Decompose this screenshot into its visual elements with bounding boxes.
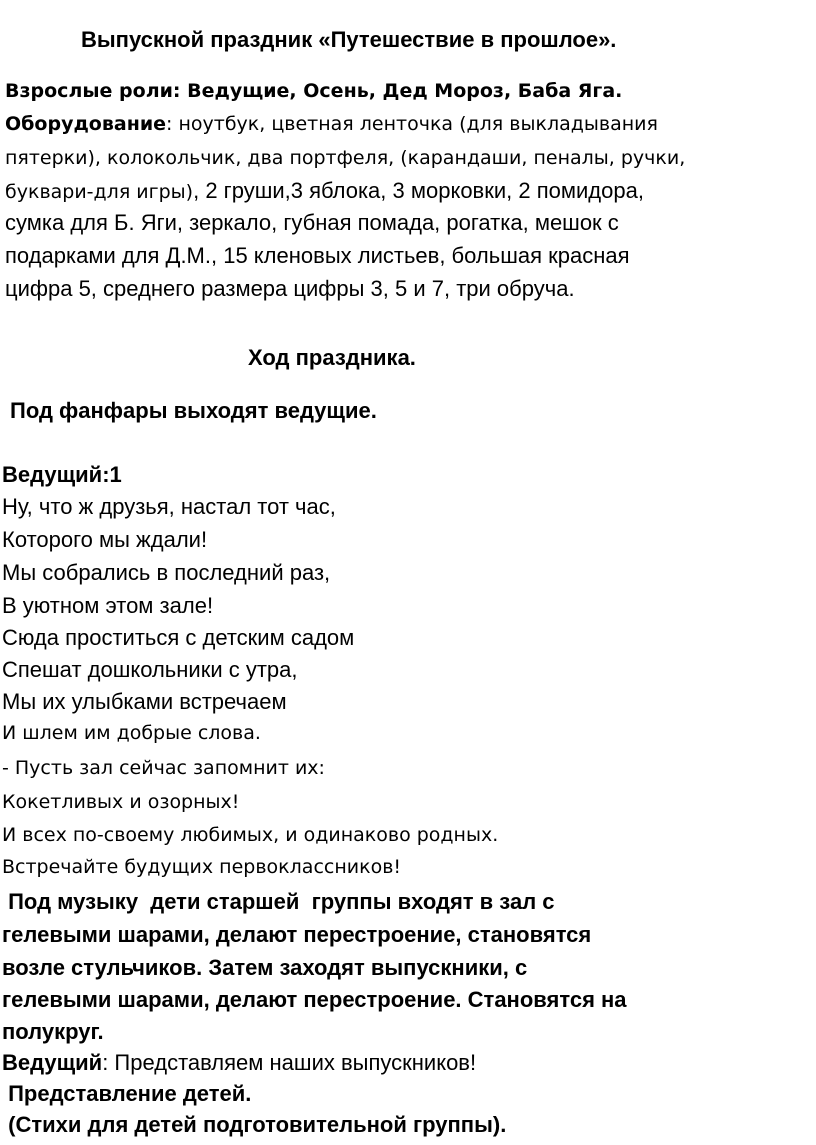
stage-direction-2: полукруг.: [2, 1019, 104, 1044]
poem-line-2: Кокетливых и озорных!: [2, 791, 240, 813]
stage-direction-2: возле стульчиков. Затем заходят выпускники, с: [2, 955, 528, 980]
equipment-line-6: цифра 5, среднего размера цифры 3, 5 и 7, три обруча.: [5, 276, 575, 301]
equipment-label: Оборудование: [5, 113, 167, 135]
equipment-line-2: пятерки), колокольчик, два портфеля, (карандаши, пеналы, ручки,: [5, 147, 686, 169]
equipment-line-1: [5, 113, 658, 135]
poem-line: В уютном этом зале!: [2, 593, 214, 618]
poem-line-2: Встречайте будущих первоклассников!: [2, 856, 402, 878]
speaker-2-line: [2, 1050, 476, 1076]
equipment-text-3b: , 2 груши,3 яблока, 3 морковки, 2 помидора,: [193, 178, 644, 203]
stage-direction-2: гелевыми шарами, делают перестроение. Становятся на: [2, 987, 627, 1012]
stage-direction-2: гелевыми шарами, делают перестроение, становятся: [2, 922, 592, 947]
equipment-text-3a: буквари-для игры): [5, 181, 194, 203]
poem-line-2: - Пусть зал сейчас запомнит их:: [2, 757, 325, 779]
equipment-text-1: : ноутбук, цветная ленточка (для выкладывания: [166, 113, 658, 135]
section-heading: Ход праздника.: [248, 345, 416, 370]
poem-line: Которого мы ждали!: [2, 527, 208, 552]
stage-direction-2: Под музыку дети старшей группы входят в зал с: [2, 889, 555, 914]
poem-line: Мы их улыбками встречаем: [2, 689, 287, 714]
stage-direction-1: Под фанфары выходят ведущие.: [10, 398, 377, 423]
speaker-2-text: : Представляем наших выпускников!: [102, 1050, 477, 1075]
poem-line-2: И всех по-своему любимых, и одинаково родных.: [2, 824, 499, 846]
speaker-2-label: Ведущий: [2, 1050, 103, 1075]
stage-direction-4: (Стихи для детей подготовительной группы).: [2, 1112, 507, 1137]
document-title: Выпускной праздник «Путешествие в прошлое».: [81, 27, 617, 52]
poem-line-2: И шлем им добрые слова.: [2, 722, 261, 744]
equipment-line-5: подарками для Д.М., 15 кленовых листьев, большая красная: [5, 243, 630, 268]
poem-line: Спешат дошкольники с утра,: [2, 657, 298, 682]
equipment-line-3: [5, 178, 644, 204]
roles-line: Взрослые роли: Ведущие, Осень, Дед Мороз, Баба Яга.: [5, 80, 623, 102]
stage-direction-3: Представление детей.: [2, 1081, 252, 1106]
poem-line: Мы собрались в последний раз,: [2, 560, 331, 585]
poem-line: Сюда проститься с детским садом: [2, 625, 355, 650]
speaker-1: Ведущий:1: [2, 462, 122, 487]
poem-line: Ну, что ж друзья, настал тот час,: [2, 494, 336, 519]
equipment-line-4: сумка для Б. Яги, зеркало, губная помада, рогатка, мешок с: [5, 210, 619, 235]
